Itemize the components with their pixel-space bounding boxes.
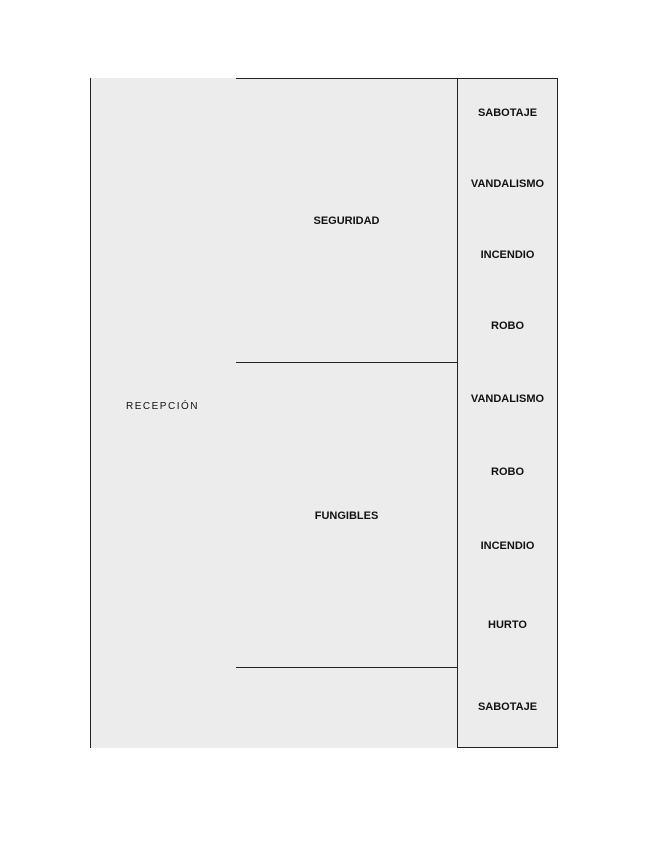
item-cell	[457, 78, 558, 148]
item-label: INCENDIO	[480, 540, 535, 552]
item-label: VANDALISMO	[470, 392, 545, 405]
area-label: RECEPCIÓN	[126, 400, 199, 412]
item-label: SABOTAJE	[477, 107, 538, 119]
group-cell-fungibles	[236, 362, 458, 668]
item-cell	[457, 667, 558, 748]
item-label: HURTO	[488, 619, 527, 631]
item-label: ROBO	[491, 466, 524, 478]
item-cell	[457, 583, 558, 668]
group-label: FUNGIBLES	[314, 509, 379, 522]
group-label: SEGURIDAD	[313, 215, 380, 227]
item-cell	[457, 220, 558, 290]
item-cell	[457, 147, 558, 221]
item-cell	[457, 289, 558, 363]
item-cell	[457, 509, 558, 584]
area-cell	[90, 78, 237, 748]
item-cell	[457, 362, 558, 436]
group-cell-seguridad	[236, 78, 458, 363]
item-label: INCENDIO	[480, 248, 535, 261]
item-label: ROBO	[491, 319, 524, 332]
item-label: SABOTAJE	[477, 701, 538, 713]
item-cell	[457, 435, 558, 510]
group-cell-empty	[236, 667, 458, 748]
item-label: VANDALISMO	[470, 177, 545, 190]
